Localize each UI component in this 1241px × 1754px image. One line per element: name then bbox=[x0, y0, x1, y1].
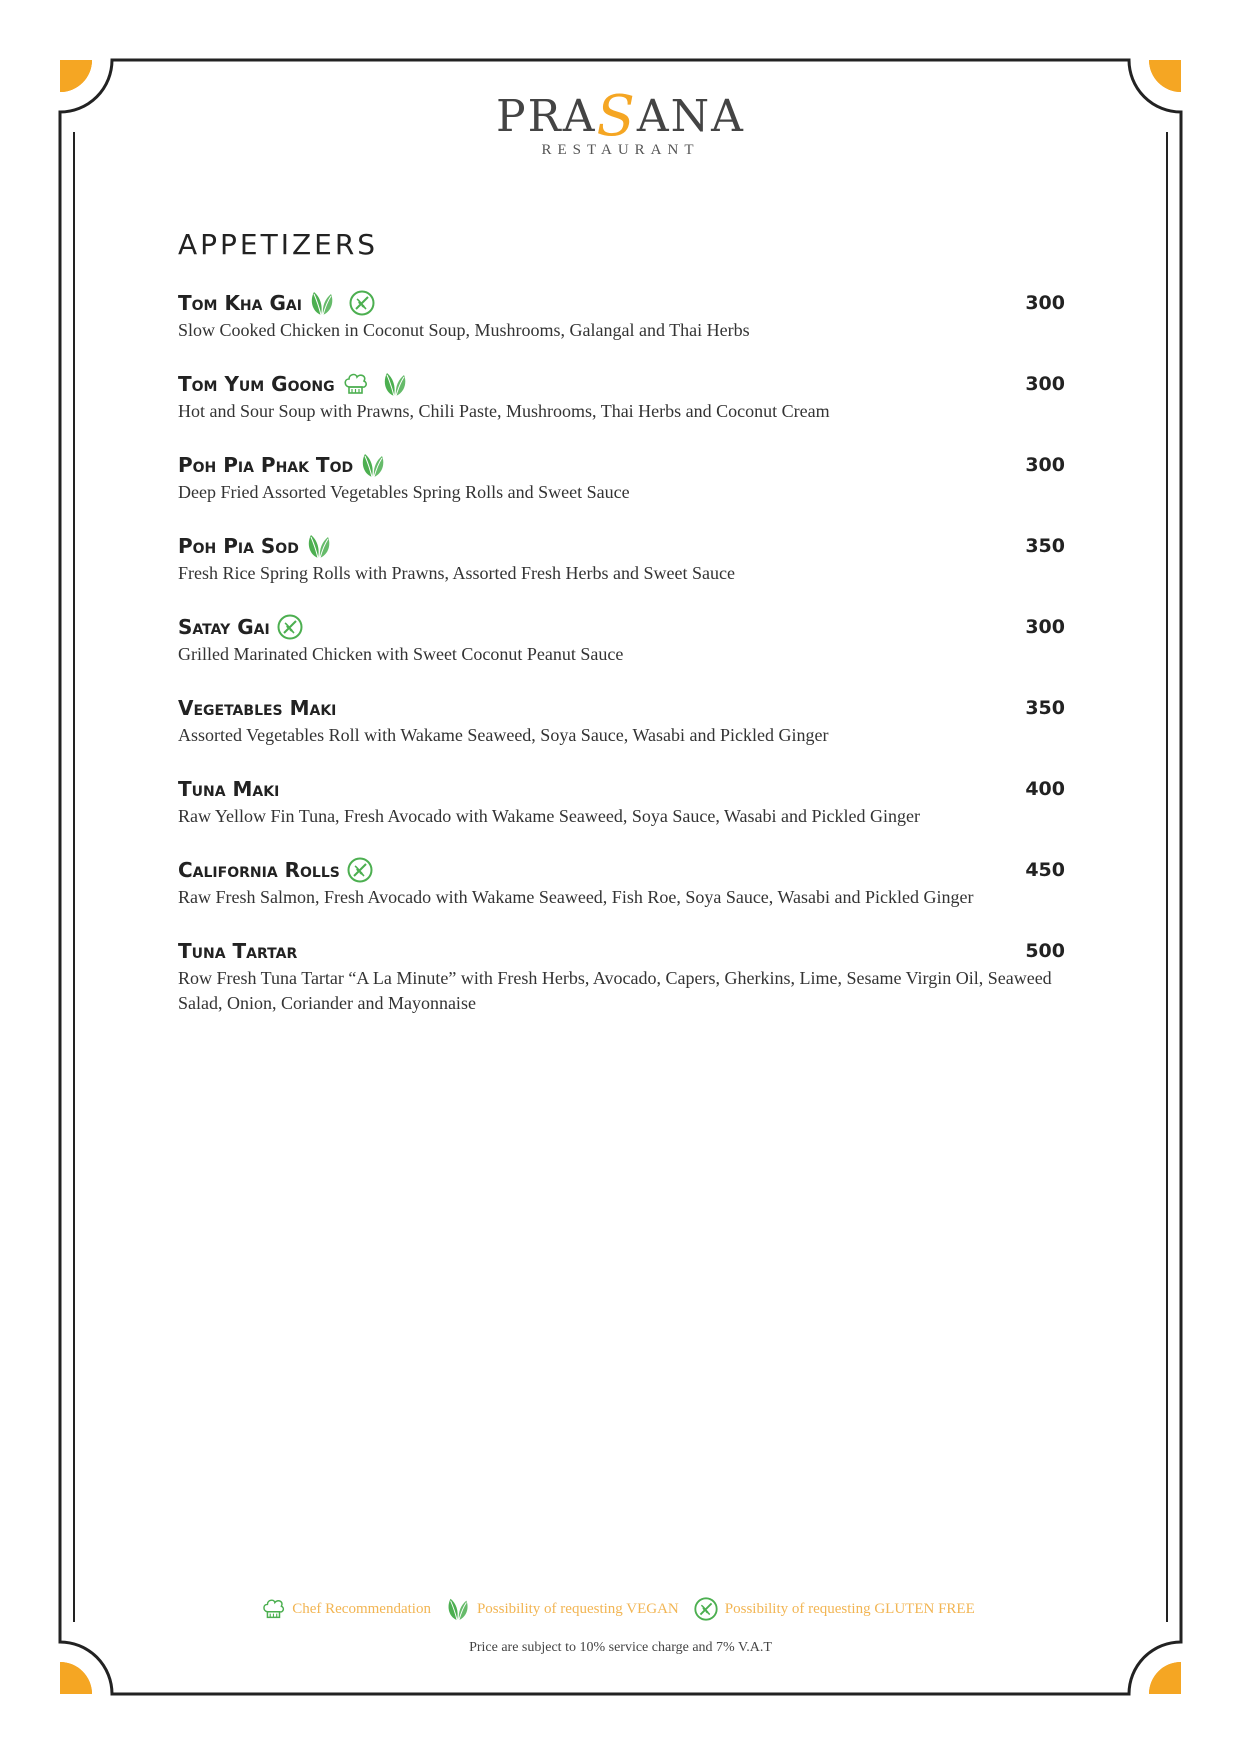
gluten-free-icon bbox=[276, 613, 304, 641]
restaurant-logo bbox=[0, 80, 1241, 149]
menu-item bbox=[178, 369, 1065, 424]
gluten-free-icon bbox=[693, 1596, 719, 1622]
menu-item bbox=[178, 936, 1065, 1016]
menu-item-name: Tom Yum Goong bbox=[178, 372, 335, 396]
menu-item-price: 500 bbox=[1025, 940, 1065, 962]
chef-hat-icon bbox=[260, 1596, 286, 1622]
menu-item-header bbox=[178, 531, 1065, 561]
menu-item-header bbox=[178, 693, 1065, 723]
menu-item-description: Slow Cooked Chicken in Coconut Soup, Mushrooms, Galangal and Thai Herbs bbox=[178, 320, 750, 340]
menu-item-price: 300 bbox=[1025, 454, 1065, 476]
menu-item-description: Grilled Marinated Chicken with Sweet Coconut Peanut Sauce bbox=[178, 644, 624, 664]
menu-item-icons bbox=[308, 289, 376, 317]
menu-item-name: Poh Pia Sod bbox=[178, 534, 299, 558]
menu-item-header bbox=[178, 288, 1065, 318]
menu-item bbox=[178, 693, 1065, 748]
menu-item-name: Tuna Tartar bbox=[178, 939, 298, 963]
menu-item-icons bbox=[305, 532, 333, 560]
legend-label: Chef Recommendation bbox=[292, 1600, 431, 1617]
menu-item-price: 400 bbox=[1025, 778, 1065, 800]
menu-item-description: Deep Fried Assorted Vegetables Spring Rolls and Sweet Sauce bbox=[178, 482, 630, 502]
menu-item-header bbox=[178, 855, 1065, 885]
logo-accent-letter: S bbox=[596, 84, 637, 149]
vegan-leaf-icon bbox=[445, 1596, 471, 1622]
menu-item-price: 350 bbox=[1025, 535, 1065, 557]
legend-item bbox=[260, 1596, 431, 1622]
gluten-free-icon bbox=[348, 289, 376, 317]
menu-item bbox=[178, 531, 1065, 586]
vegan-leaf-icon bbox=[308, 289, 336, 317]
restaurant-subtitle: RESTAURANT bbox=[541, 142, 700, 158]
menu-item bbox=[178, 450, 1065, 505]
menu-item-price: 450 bbox=[1025, 859, 1065, 881]
legend-label: Possibility of requesting GLUTEN FREE bbox=[724, 1600, 975, 1617]
vegan-leaf-icon bbox=[381, 370, 409, 398]
menu-item-price: 300 bbox=[1025, 616, 1065, 638]
menu-item-description: Raw Fresh Salmon, Fresh Avocado with Wakame Seaweed, Fish Roe, Soya Sauce, Wasabi and Pickled Ginger bbox=[178, 887, 974, 907]
logo-text-end: ANA bbox=[636, 91, 745, 142]
logo-text-start: PRA bbox=[496, 91, 597, 142]
menu-item-name: Poh Pia Phak Tod bbox=[178, 453, 354, 477]
menu-item-name: Satay Gai bbox=[178, 615, 270, 639]
menu-item-icons bbox=[359, 451, 387, 479]
menu-item bbox=[178, 612, 1065, 667]
menu-item-header bbox=[178, 450, 1065, 480]
vegan-leaf-icon bbox=[305, 532, 333, 560]
menu-item-price: 300 bbox=[1025, 292, 1065, 314]
menu-item-price: 350 bbox=[1025, 697, 1065, 719]
menu-item-description: Row Fresh Tuna Tartar “A La Minute” with Fresh Herbs, Avocado, Capers, Gherkins, Lime, Sesame Virgin Oil, Seaweed Salad, Onion, Coriander and Mayonnaise bbox=[178, 968, 1052, 1013]
section-title: APPETIZERS bbox=[178, 228, 379, 261]
menu-item-icons bbox=[276, 613, 304, 641]
menu-item-header bbox=[178, 936, 1065, 966]
menu-item-name: California Rolls bbox=[178, 858, 340, 882]
menu-item-price: 300 bbox=[1025, 373, 1065, 395]
menu-items bbox=[178, 288, 1065, 1042]
menu-item-icons bbox=[341, 370, 409, 398]
menu-item-header bbox=[178, 774, 1065, 804]
gluten-free-icon bbox=[346, 856, 374, 884]
menu-item-description: Assorted Vegetables Roll with Wakame Seaweed, Soya Sauce, Wasabi and Pickled Ginger bbox=[178, 725, 829, 745]
menu-item-name: Vegetables Maki bbox=[178, 696, 337, 720]
legend-item bbox=[445, 1596, 679, 1622]
menu-item-header bbox=[178, 369, 1065, 399]
price-footnote: Price are subject to 10% service charge and 7% V.A.T bbox=[469, 1640, 772, 1655]
vegan-leaf-icon bbox=[359, 451, 387, 479]
icon-legend bbox=[0, 1596, 1241, 1622]
menu-item-description: Hot and Sour Soup with Prawns, Chili Paste, Mushrooms, Thai Herbs and Coconut Cream bbox=[178, 401, 830, 421]
menu-item bbox=[178, 855, 1065, 910]
menu-item-description: Raw Yellow Fin Tuna, Fresh Avocado with Wakame Seaweed, Soya Sauce, Wasabi and Pickled Ginger bbox=[178, 806, 921, 826]
menu-item-description: Fresh Rice Spring Rolls with Prawns, Assorted Fresh Herbs and Sweet Sauce bbox=[178, 563, 735, 583]
menu-item-header bbox=[178, 612, 1065, 642]
legend-item bbox=[693, 1596, 975, 1622]
legend-label: Possibility of requesting VEGAN bbox=[476, 1600, 679, 1617]
menu-item bbox=[178, 288, 1065, 343]
menu-item-name: Tuna Maki bbox=[178, 777, 280, 801]
menu-item-icons bbox=[346, 856, 374, 884]
menu-item-name: Tom Kha Gai bbox=[178, 291, 302, 315]
chef-hat-icon bbox=[341, 370, 369, 398]
menu-item bbox=[178, 774, 1065, 829]
